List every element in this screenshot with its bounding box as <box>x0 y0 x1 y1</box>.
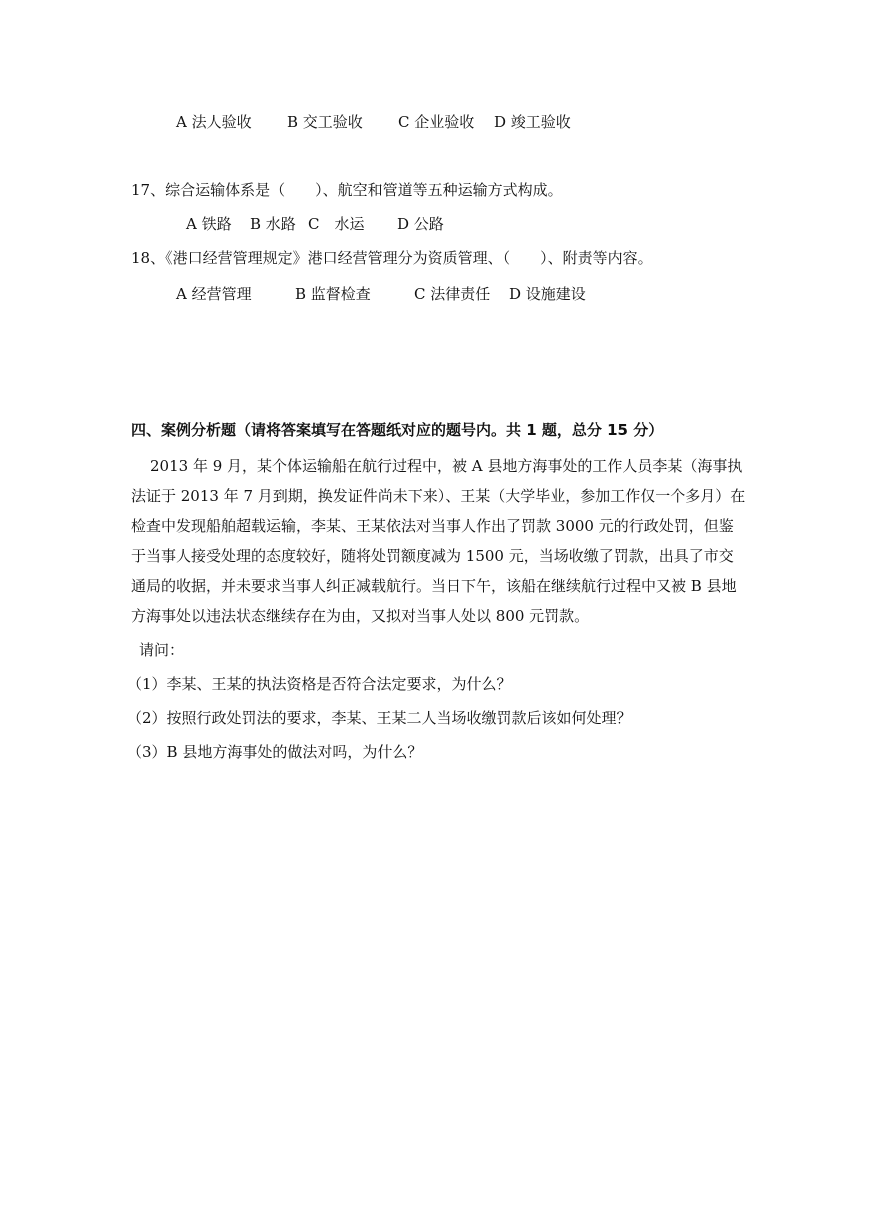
case-line: 检查中发现船舶超载运输，李某、王某依法对当事人作出了罚款 3000 元的行政处罚，但鉴 <box>131 517 734 535</box>
q17-stem: 17、综合运输体系是（ ）、航空和管道等五种运输方式构成。 <box>131 181 563 199</box>
sub-question-2: （2）按照行政处罚法的要求，李某、王某二人当场收缴罚款后该如何处理？ <box>127 709 632 727</box>
q17-option-b: B 水路 <box>250 215 296 233</box>
case-line: 法证于 2013 年 7 月到期，换发证件尚未下来）、王某（大学毕业，参加工作仅一个多月）在 <box>131 487 746 505</box>
sub-question-1: （1）李某、王某的执法资格是否符合法定要求，为什么？ <box>127 675 512 693</box>
q16-option-b: B 交工验收 <box>287 113 363 131</box>
q17-option-d: D 公路 <box>397 215 444 233</box>
q16-option-d: D 竣工验收 <box>494 113 571 131</box>
q18-option-a: A 经营管理 <box>176 285 252 303</box>
case-line: 通局的收据，并未要求当事人纠正减载航行。当日下午，该船在继续航行过程中又被 B 县地 <box>131 577 737 595</box>
q18-option-c: C 法律责任 <box>414 285 491 303</box>
case-line: 方海事处以违法状态继续存在为由，又拟对当事人处以 800 元罚款。 <box>131 607 590 625</box>
case-line: 2013 年 9 月，某个体运输船在航行过程中，被 A 县地方海事处的工作人员李某（海事执 <box>150 457 743 475</box>
q18-option-d: D 设施建设 <box>509 285 586 303</box>
section-heading: 四、案例分析题（请将答案填写在答题纸对应的题号内。共 1 题，总分 15 分） <box>131 421 664 439</box>
sub-question-3: （3）B 县地方海事处的做法对吗，为什么？ <box>127 743 423 761</box>
q16-option-a: A 法人验收 <box>176 113 252 131</box>
q16-option-c: C 企业验收 <box>398 113 475 131</box>
case-line: 于当事人接受处理的态度较好，随将处罚额度减为 1500 元，当场收缴了罚款，出具了市交 <box>131 547 734 565</box>
q18-stem: 18、《港口经营管理规定》港口经营管理分为资质管理、（ ）、附责等内容。 <box>131 249 653 267</box>
ask-label: 请问： <box>139 641 185 659</box>
q17-option-c: C 水运 <box>308 215 365 233</box>
q17-option-a: A 铁路 <box>186 215 232 233</box>
q18-option-b: B 监督检查 <box>295 285 371 303</box>
